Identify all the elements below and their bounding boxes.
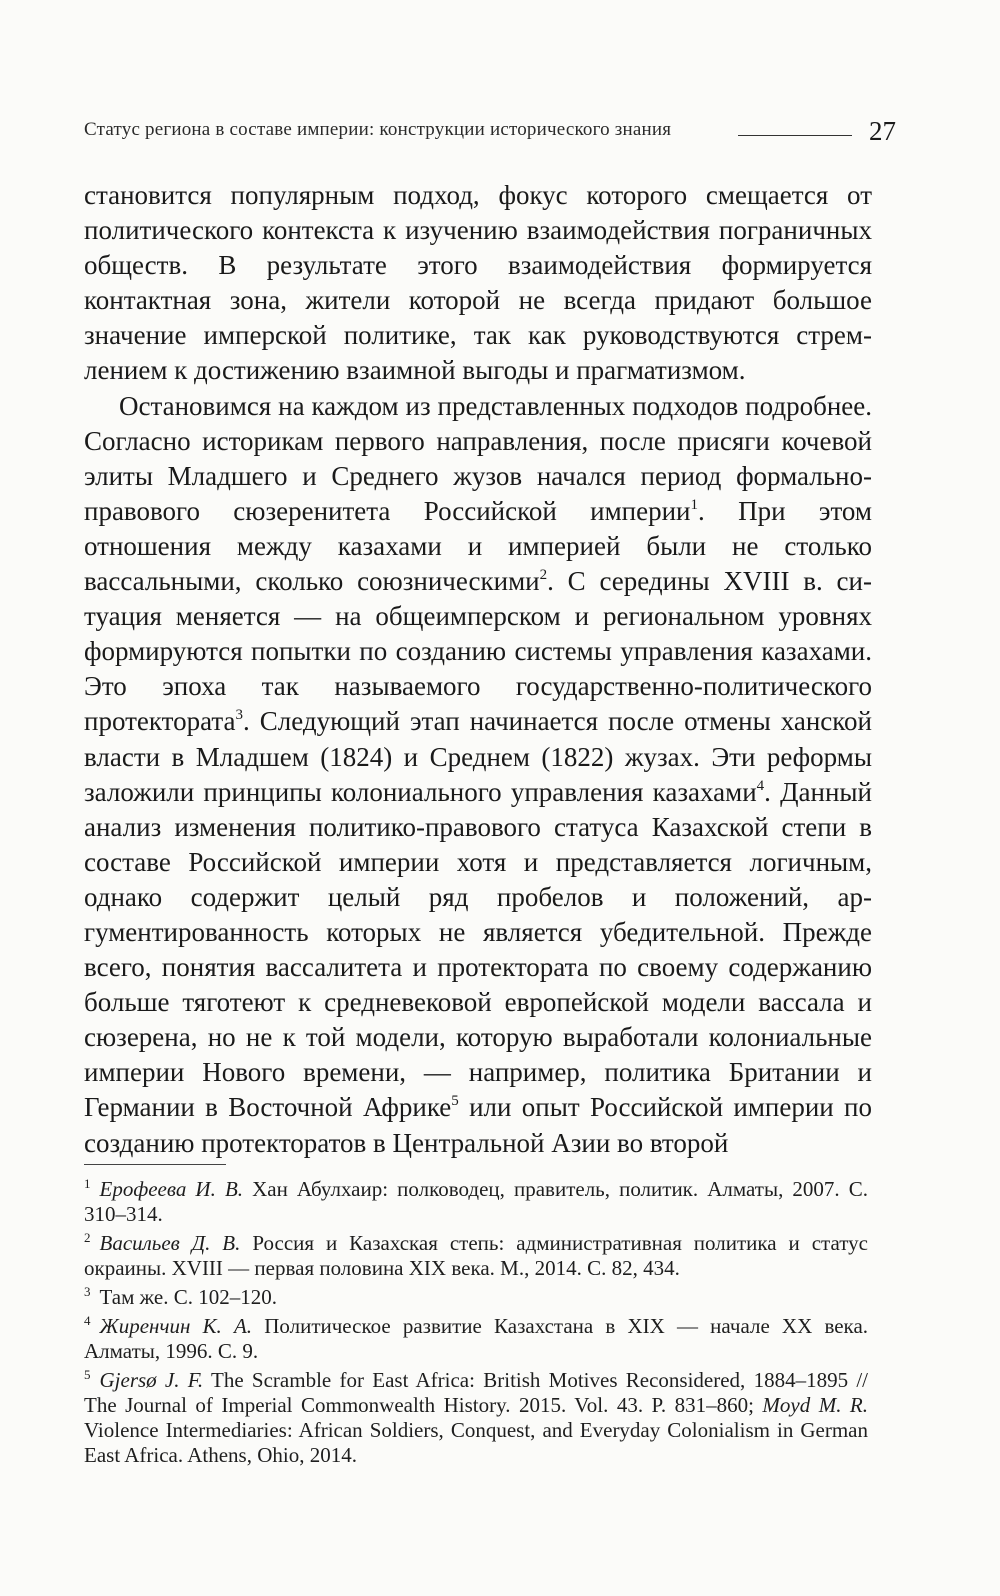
footnote-ref-1[interactable]: 1 <box>690 496 698 513</box>
paragraph-2-part-2: . При этом отношения между казахами и империей были не столько вассальными, сколько союзническими <box>84 495 872 597</box>
footnote-mark: 1 <box>84 1176 91 1191</box>
footnote-author: Жиренчин К. А. <box>99 1314 253 1338</box>
footnote-5 <box>84 1368 868 1468</box>
footnote-ref-5[interactable]: 5 <box>451 1093 459 1110</box>
running-head <box>84 117 896 147</box>
footnote-text: The Scramble for East Africa: British Motives Reconsidered, 1884–1895 // The Journal of Imperial Commonwealth History. 2015. Vol. 43. P. 831–860; <box>84 1368 868 1417</box>
footnote-2 <box>84 1231 868 1281</box>
footnote-3 <box>84 1285 868 1310</box>
footnote-text: Политическое развитие Казахстана в XIX — начале XX века. Алматы, 1996. С. 9. <box>84 1314 869 1363</box>
footnote-author-2: Moyd M. R. <box>762 1393 868 1417</box>
paragraph-1: становится популярным подход, фокус которого смещается от политического контекста к изучению взаимодействия пограничных обществ. В результате этого взаимодействия формируется контактная зона, жители которой не всегда придают большое значение имперской политике, так как руководствуются стремлением к достижению взаимной выгоды и прагматизмом. <box>84 180 872 386</box>
paragraph-2-part-4: . Следующий этап начинается после отмены ханской власти в Младшем (1824) и Среднем (1822) жузах. Эти реформы заложили принципы колониального управления казахами <box>84 706 872 807</box>
footnote-4 <box>84 1314 868 1364</box>
footnote-author: Ерофеева И. В. <box>99 1177 244 1201</box>
footnotes <box>84 1177 868 1472</box>
footnote-text: Там же. С. 102–120. <box>99 1285 277 1309</box>
footnote-ref-3[interactable]: 3 <box>235 707 243 724</box>
footnote-mark: 2 <box>84 1230 91 1245</box>
page-number: 27 <box>869 116 896 146</box>
footnote-text-2: Violence Intermediaries: African Soldiers, Conquest, and Everyday Colonialism in German East Africa. Athens, Ohio, 2014. <box>84 1418 868 1467</box>
footnote-author: Gjersø J. F. <box>99 1368 204 1392</box>
footnote-ref-4[interactable]: 4 <box>756 777 765 794</box>
paragraph-2-part-6: или опыт Российской империи по созданию протекторатов в Центральной Азии во второй <box>84 1092 873 1158</box>
paragraph-2 <box>84 389 872 1161</box>
footnote-text: Хан Абулхаир: полководец, правитель, политик. Алматы, 2007. С. 310–314. <box>84 1177 868 1226</box>
paragraph-2-part-5: . Данный анализ изменения политико-правового статуса Казахской степи в составе Российской империи хотя и представляется логичным, однако содержит целый ряд пробелов и положений, аргументированность которых не является убедительной. Прежде всего, понятия вассалитета и протектората по своему содержанию больше тяготеют к средневековой европейской модели вассала и сюзерена, но не к той модели, которую выработали колониальные империи Нового времени, — например, политика Британии и Германии в Восточной Африке <box>84 776 873 1123</box>
footnote-ref-2[interactable]: 2 <box>539 567 548 584</box>
paragraph-2-part-1: Остановимся на каждом из представленных подходов подробнее. Согласно историкам первого направления, после присяги кочевой элиты Младшего и Среднего жузов начался период формально-правового сюзеренитета Российской империи <box>84 390 872 526</box>
footnote-mark: 5 <box>84 1367 91 1382</box>
footnote-author: Васильев Д. В. <box>99 1231 241 1255</box>
running-title: Статус региона в составе империи: конструкции исторического знания <box>84 119 672 140</box>
footnote-text: Россия и Казахская степь: административная политика и статус окраины. XVIII — первая половина XIX века. М., 2014. С. 82, 434. <box>84 1231 868 1280</box>
footnote-mark: 3 <box>84 1284 91 1299</box>
running-head-rule <box>738 135 852 136</box>
footnote-1 <box>84 1177 868 1227</box>
paragraph-2-part-3: . С середины XVIII в. ситуация меняется — на общеимперском и региональном уровнях формируются попытки по созданию системы управления казахами. Это эпоха так называемого государственно-политического протектората <box>84 566 872 737</box>
main-text <box>84 178 872 1161</box>
footnote-separator <box>84 1164 226 1165</box>
footnote-mark: 4 <box>84 1313 91 1328</box>
